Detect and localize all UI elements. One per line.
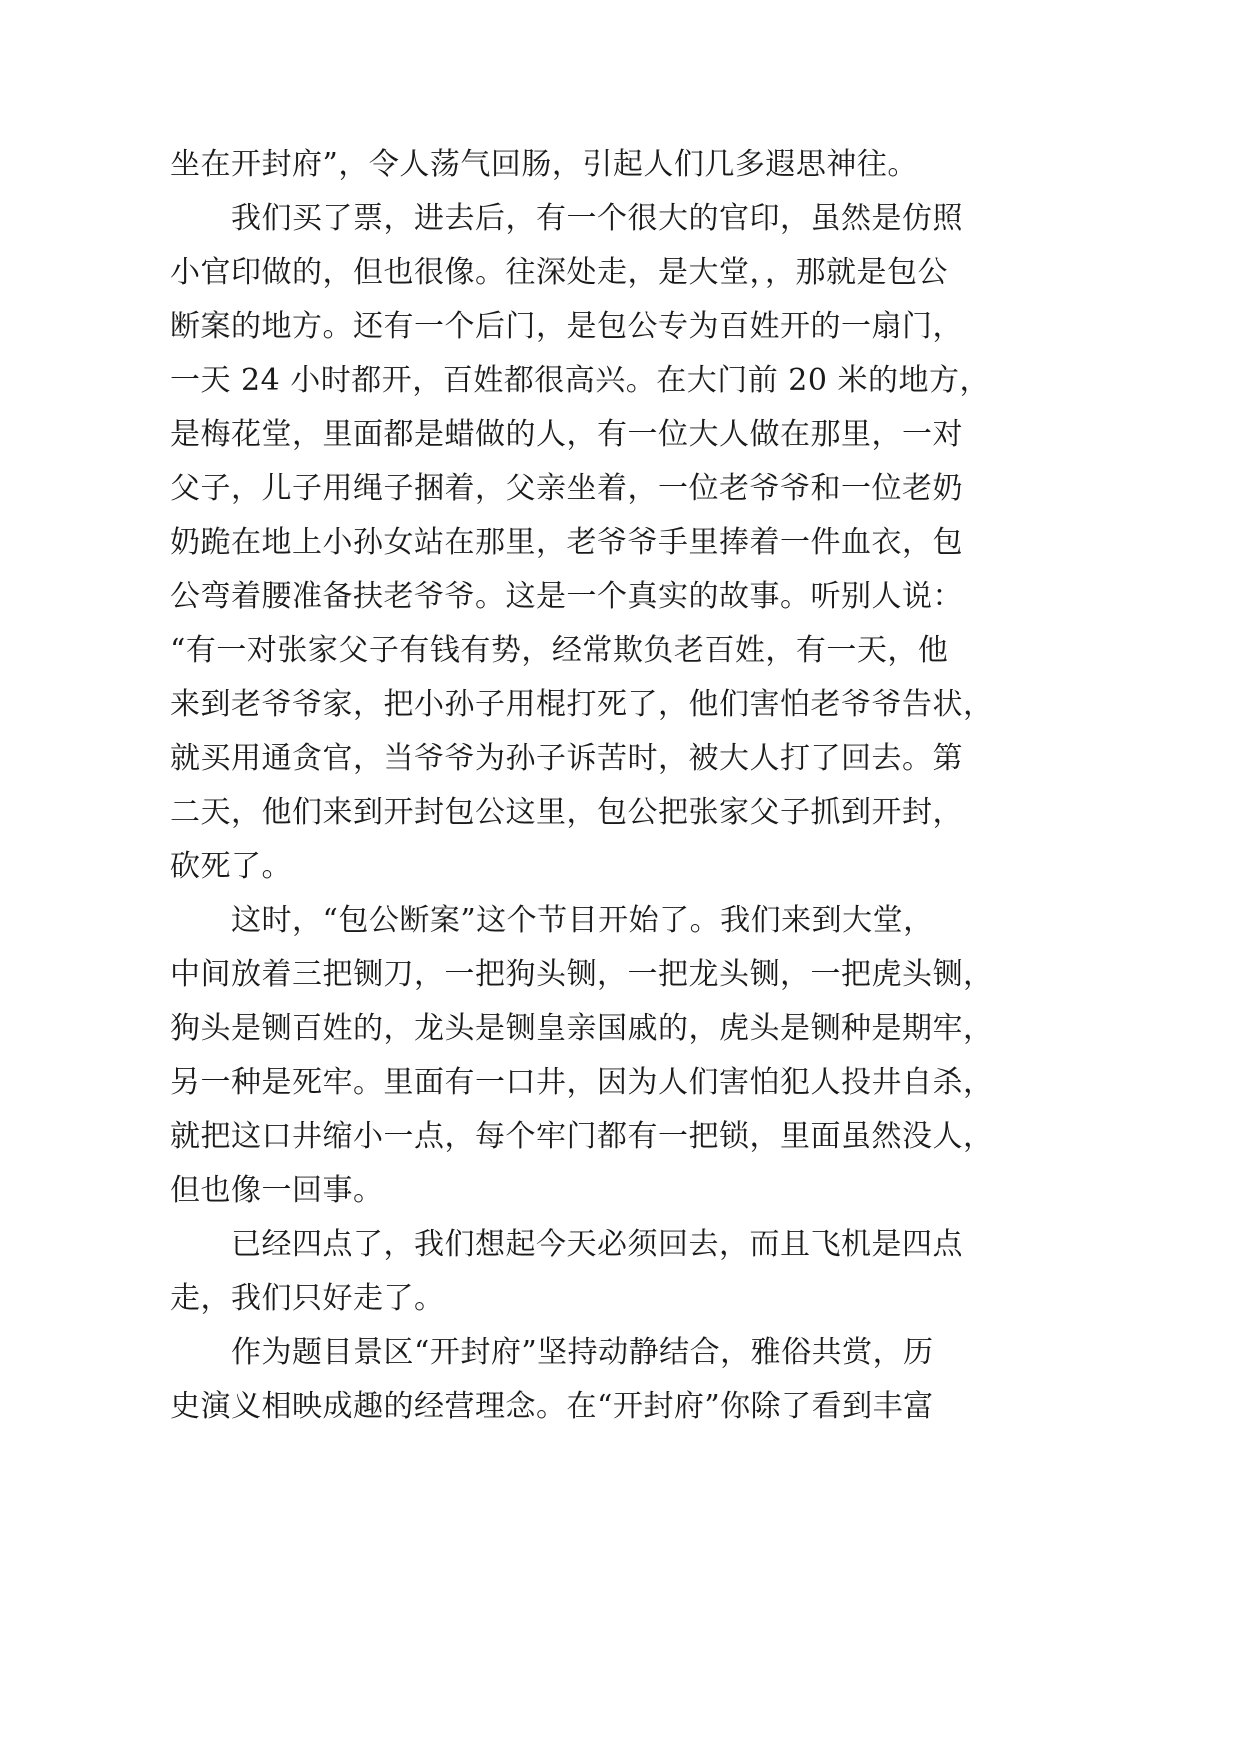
text-line: 砍死了。 [170,849,292,884]
text-line: 公弯着腰准备扶老爷爷。这是一个真实的故事。听别人说： [170,579,963,614]
text-line: 父子，儿子用绳子捆着，父亲坐着，一位老爷爷和一位老奶 [170,471,963,506]
text-line: 中间放着三把铡刀，一把狗头铡，一把龙头铡，一把虎头铡， [170,957,994,992]
text-line: 是梅花堂，里面都是蜡做的人，有一位大人做在那里，一对 [170,417,963,452]
text-line: 就买用通贪官，当爷爷为孙子诉苦时，被大人打了回去。第 [170,741,963,776]
text-line: 就把这口井缩小一点，每个牢门都有一把锁，里面虽然没人， [170,1119,994,1154]
text-line: 这时，“包公断案”这个节目开始了。我们来到大堂， [231,903,934,938]
text-line: 但也像一回事。 [170,1173,384,1208]
text-line: 史演义相映成趣的经营理念。在“开封府”你除了看到丰富 [170,1389,934,1424]
text-line: 已经四点了，我们想起今天必须回去，而且飞机是四点 [231,1227,963,1262]
text-line: 二天，他们来到开封包公这里，包公把张家父子抓到开封， [170,795,963,830]
text-line: 我们买了票，进去后，有一个很大的官印，虽然是仿照 [231,201,963,236]
text-line: 断案的地方。还有一个后门，是包公专为百姓开的一扇门， [170,309,963,344]
text-line: 来到老爷爷家，把小孙子用棍打死了，他们害怕老爷爷告状， [170,687,994,722]
text-line: 坐在开封府”，令人荡气回肠，引起人们几多遐思神往。 [170,147,918,182]
text-line: 作为题目景区“开封府”坚持动静结合，雅俗共赏，历 [231,1335,934,1370]
text-line: “有一对张家父子有钱有势，经常欺负老百姓，有一天，他 [170,633,949,668]
text-line: 走，我们只好走了。 [170,1281,445,1316]
text-line: 一天 24 小时都开，百姓都很高兴。在大门前 20 米的地方， [170,363,990,398]
text-line: 狗头是铡百姓的，龙头是铡皇亲国戚的，虎头是铡种是期牢， [170,1011,994,1046]
text-line: 奶跪在地上小孙女站在那里，老爷爷手里捧着一件血衣，包 [170,525,963,560]
text-line: 小官印做的，但也很像。往深处走，是大堂，，那就是包公 [170,255,948,290]
text-line: 另一种是死牢。里面有一口井，因为人们害怕犯人投井自杀， [170,1065,994,1100]
